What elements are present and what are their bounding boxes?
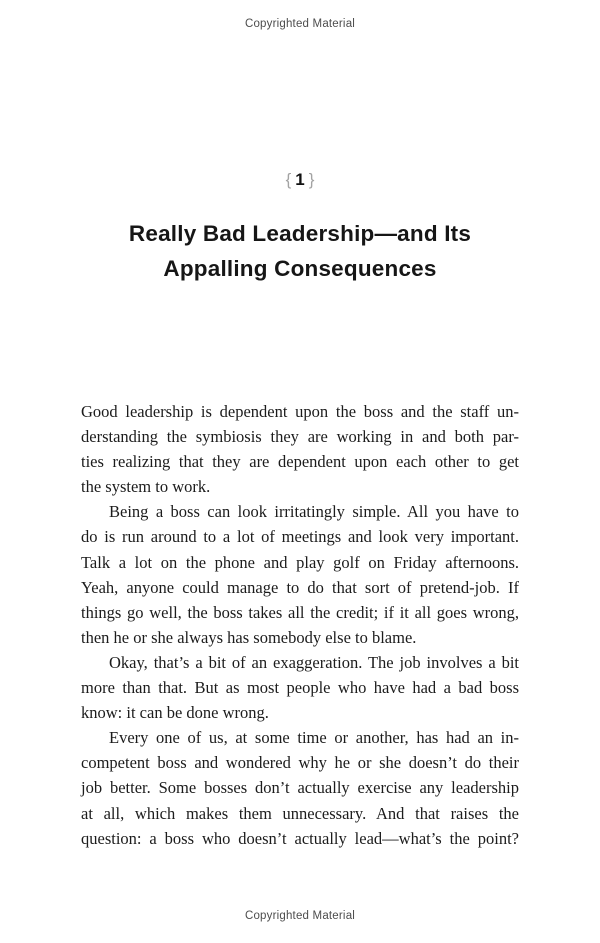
body-line: competent boss and wondered why he or she doesn’t do their bbox=[81, 753, 519, 773]
body-line: do is run around to a lot of meetings and look very important. bbox=[81, 527, 519, 547]
body-line: Being a boss can look irritatingly simple. All you have to bbox=[109, 502, 519, 522]
chapter-title bbox=[0, 216, 600, 286]
body-line: Good leadership is dependent upon the boss and the staff un- bbox=[81, 402, 519, 421]
chapter-title-line-1: Really Bad Leadership—and Its bbox=[128, 221, 472, 246]
copyright-notice-top: Copyrighted Material bbox=[244, 18, 356, 30]
body-line: derstanding the symbiosis they are working in and both par- bbox=[81, 427, 519, 447]
chapter-title-line-2: Appalling Consequences bbox=[163, 256, 437, 281]
chapter-number-value: 1 bbox=[295, 170, 305, 189]
paragraph bbox=[81, 499, 519, 650]
body-line: Okay, that’s a bit of an exaggeration. The job involves a bit bbox=[109, 652, 519, 672]
body-line: then he or she always has somebody else to blame. bbox=[81, 627, 417, 647]
body-line: job better. Some bosses don’t actually exercise any leadership bbox=[81, 778, 519, 798]
chapter-brace-left: { bbox=[285, 170, 292, 189]
paragraph bbox=[81, 650, 519, 725]
chapter-brace-right: } bbox=[308, 170, 315, 189]
body-line: ties realizing that they are dependent upon each other to get bbox=[81, 452, 519, 472]
body-line: things go well, the boss takes all the credit; if it all goes wrong, bbox=[81, 602, 519, 622]
chapter-number bbox=[0, 170, 600, 190]
paragraph bbox=[81, 725, 519, 850]
body-line: Talk a lot on the phone and play golf on Friday afternoons. bbox=[81, 552, 519, 572]
body-text bbox=[81, 399, 519, 851]
copyright-notice-bottom: Copyrighted Material bbox=[244, 910, 356, 922]
body-line: at all, which makes them unnecessary. And that raises the bbox=[81, 803, 519, 823]
body-line: the system to work. bbox=[81, 477, 211, 497]
body-line: question: a boss who doesn’t actually lead—what’s the point? bbox=[81, 828, 519, 848]
body-line: know: it can be done wrong. bbox=[81, 703, 269, 723]
paragraph bbox=[81, 399, 519, 499]
body-line: Every one of us, at some time or another, has had an in- bbox=[109, 728, 519, 748]
body-line: more than that. But as most people who have had a bad boss bbox=[81, 678, 519, 698]
body-line: Yeah, anyone could manage to do that sort of pretend-job. If bbox=[81, 577, 519, 597]
